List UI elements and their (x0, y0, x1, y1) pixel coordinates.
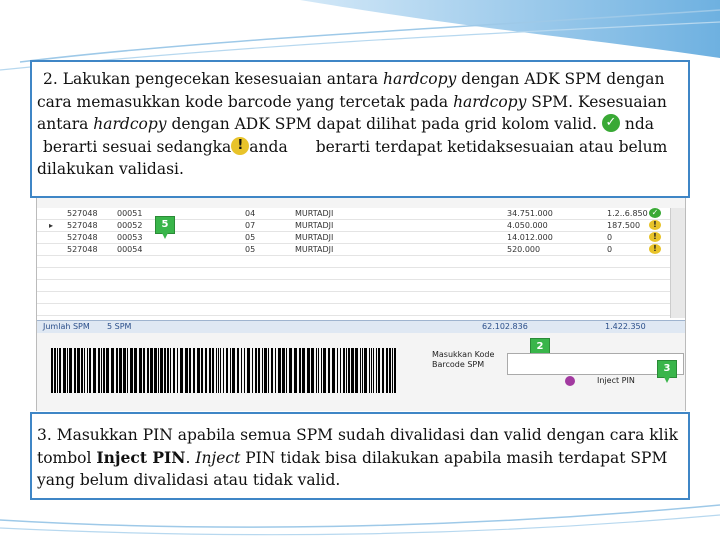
empty-row (37, 304, 685, 316)
barcode-bar (389, 348, 391, 393)
cell-kode: 00053 (117, 233, 143, 242)
invalid-warning-icon: ! (649, 220, 661, 230)
cell-nama: MURTADJI (295, 245, 334, 254)
cell-a: 04 (245, 209, 256, 218)
barcode-bar (294, 348, 297, 393)
barcode-bar (160, 348, 163, 393)
barcode-bar (197, 348, 200, 393)
cell-no: 527048 (67, 233, 98, 242)
barcode-bar (332, 348, 335, 393)
barcode-bar (371, 348, 372, 393)
barcode-bar (93, 348, 96, 393)
barcode-bar (307, 348, 310, 393)
cell-nilai: 520.000 (507, 245, 541, 254)
barcode-bar (147, 348, 149, 393)
barcode-bar (360, 348, 361, 393)
barcode-bar (167, 348, 169, 393)
cell-pot: 187.500 (607, 221, 641, 230)
barcode-bar (255, 348, 257, 393)
empty-row (37, 280, 685, 292)
barcode-bar (216, 348, 217, 393)
grid-scrollbar[interactable] (670, 208, 685, 318)
callout-2: 2 (530, 338, 550, 356)
barcode-bar (262, 348, 263, 393)
barcode-bar (232, 348, 235, 393)
barcode-bar (286, 348, 287, 393)
barcode-bar (51, 348, 53, 393)
totals-row: Jumlah SPM 5 SPM 62.102.836 1.422.350 (37, 320, 685, 333)
cell-nama: MURTADJI (295, 209, 334, 218)
barcode-bar (173, 348, 175, 393)
barcode-bar (150, 348, 153, 393)
barcode-bar (130, 348, 133, 393)
barcode-bar (226, 348, 228, 393)
barcode-bar (81, 348, 83, 393)
barcode-bar (218, 348, 219, 393)
barcode-bar (278, 348, 281, 393)
barcode-bar (282, 348, 285, 393)
barcode-bar (289, 348, 292, 393)
barcode-bar (299, 348, 301, 393)
eye-icon (565, 376, 575, 386)
barcode-bar (321, 348, 322, 393)
cell-no: 527048 (67, 221, 98, 230)
barcode-bar (201, 348, 203, 393)
barcode-bar (212, 348, 214, 393)
invalid-warning-icon: ! (649, 232, 661, 242)
step-3-text-box (30, 412, 690, 500)
barcode-bar (77, 348, 80, 393)
barcode-image (51, 348, 401, 393)
barcode-bar (106, 348, 109, 393)
cell-no: 527048 (67, 209, 98, 218)
barcode-bar (252, 348, 253, 393)
cell-nilai: 4.050.000 (507, 221, 548, 230)
table-row[interactable] (37, 220, 685, 232)
barcode-bar (98, 348, 100, 393)
exclamation-icon: ! (231, 137, 249, 155)
step-2-paragraph: 2. Lakukan pengecekan kesesuaian antara hardcopy dengan ADK SPM dengan cara memasukkan kode barcode yang tercetak pada hardcopy SPM. Kesesuaian antara hardcopy dengan ADK SPM dapat dilihat pada grid kolom valid. ✓ nda berarti sesuai sedangka ! anda berarti terdapat ketidaksesuaian atau belum dilakukan validasi. (37, 70, 668, 179)
barcode-bar (154, 348, 157, 393)
cell-a: 07 (245, 221, 256, 230)
barcode-bar (177, 348, 178, 393)
barcode-bar (63, 348, 66, 393)
barcode-bar (268, 348, 269, 393)
row-selector-icon: ▸ (49, 221, 54, 230)
invalid-warning-icon: ! (649, 244, 661, 254)
cell-a: 05 (245, 233, 256, 242)
barcode-bar (54, 348, 56, 393)
barcode-bar (189, 348, 191, 393)
cell-kode: 00051 (117, 209, 143, 218)
barcode-bar (139, 348, 142, 393)
barcode-bar (69, 348, 72, 393)
barcode-bar (134, 348, 137, 393)
barcode-bar (275, 348, 276, 393)
barcode-bar (74, 348, 76, 393)
barcode-bar (337, 348, 338, 393)
barcode-bar (394, 348, 396, 393)
barcode-bar (180, 348, 183, 393)
inject-pin-button[interactable]: Inject PIN (597, 376, 635, 385)
barcode-bar (87, 348, 88, 393)
barcode-bar (123, 348, 126, 393)
barcode-bar (209, 348, 211, 393)
barcode-bar (119, 348, 122, 393)
empty-row (37, 292, 685, 304)
barcode-bar (376, 348, 377, 393)
barcode-bar (230, 348, 231, 393)
barcode-bar (193, 348, 195, 393)
valid-check-icon: ✓ (649, 208, 661, 218)
barcode-bar (67, 348, 68, 393)
barcode-bar (127, 348, 128, 393)
barcode-bar (346, 348, 347, 393)
barcode-bar (271, 348, 273, 393)
barcode-bar (348, 348, 350, 393)
barcode-bar (378, 348, 380, 393)
barcode-bar (185, 348, 188, 393)
barcode-bar (316, 348, 317, 393)
barcode-bar (340, 348, 341, 393)
barcode-bar (392, 348, 393, 393)
empty-row (37, 256, 685, 268)
barcode-bar (223, 348, 224, 393)
barcode-bar (318, 348, 319, 393)
barcode-bar (244, 348, 245, 393)
barcode-bar (205, 348, 207, 393)
barcode-bar (247, 348, 250, 393)
step-3-paragraph: 3. Masukkan PIN apabila semua SPM sudah divalidasi dan valid dengan cara klik tombol Inject PIN. Inject PIN tidak bisa dilakukan apabila masih terdapat SPM yang belum divalidasi atau tidak valid. (37, 426, 678, 490)
cell-kode: 00052 (117, 221, 143, 230)
check-icon: ✓ (602, 114, 620, 132)
barcode-bar (362, 348, 363, 393)
cell-pot: 0 (607, 233, 613, 242)
barcode-bar (264, 348, 267, 393)
barcode-bar (103, 348, 105, 393)
cell-nama: MURTADJI (295, 233, 334, 242)
cell-nilai: 14.012.000 (507, 233, 553, 242)
barcode-bar (59, 348, 61, 393)
application-screenshot (36, 198, 686, 411)
cell-no: 527048 (67, 245, 98, 254)
barcode-bar (158, 348, 159, 393)
cell-a: 05 (245, 245, 256, 254)
barcode-bar (373, 348, 374, 393)
cell-kode: 00054 (117, 245, 143, 254)
cell-nilai: 34.751.000 (507, 209, 553, 218)
callout-3: 3 (657, 360, 677, 378)
spm-grid (37, 208, 685, 328)
barcode-bar (89, 348, 91, 393)
barcode-bar (355, 348, 358, 393)
barcode-bar (258, 348, 260, 393)
callout-5: 5 (155, 216, 175, 234)
barcode-bar (311, 348, 314, 393)
barcode-bar (382, 348, 384, 393)
barcode-bar (57, 348, 58, 393)
barcode-bar (323, 348, 326, 393)
barcode-bar (237, 348, 239, 393)
barcode-bar (351, 348, 354, 393)
barcode-bar (328, 348, 330, 393)
barcode-bar (386, 348, 388, 393)
barcode-bar (164, 348, 166, 393)
cell-pot: 1.2..6.850 (607, 209, 648, 218)
barcode-bar (220, 348, 221, 393)
barcode-bar (116, 348, 118, 393)
barcode-bar (364, 348, 367, 393)
step-2-text-box (30, 60, 690, 198)
barcode-bar (302, 348, 305, 393)
barcode-input-label: Masukkan Kode Barcode SPM (432, 350, 495, 369)
barcode-bar (143, 348, 145, 393)
table-row[interactable] (37, 244, 685, 256)
barcode-bar (84, 348, 85, 393)
barcode-bar (111, 348, 114, 393)
cell-nama: MURTADJI (295, 221, 334, 230)
barcode-bar (170, 348, 171, 393)
table-row[interactable] (37, 232, 685, 244)
cell-pot: 0 (607, 245, 613, 254)
table-row[interactable] (37, 208, 685, 220)
empty-row (37, 268, 685, 280)
barcode-bar (241, 348, 242, 393)
barcode-bar (343, 348, 345, 393)
barcode-bar (369, 348, 370, 393)
barcode-bar (101, 348, 102, 393)
